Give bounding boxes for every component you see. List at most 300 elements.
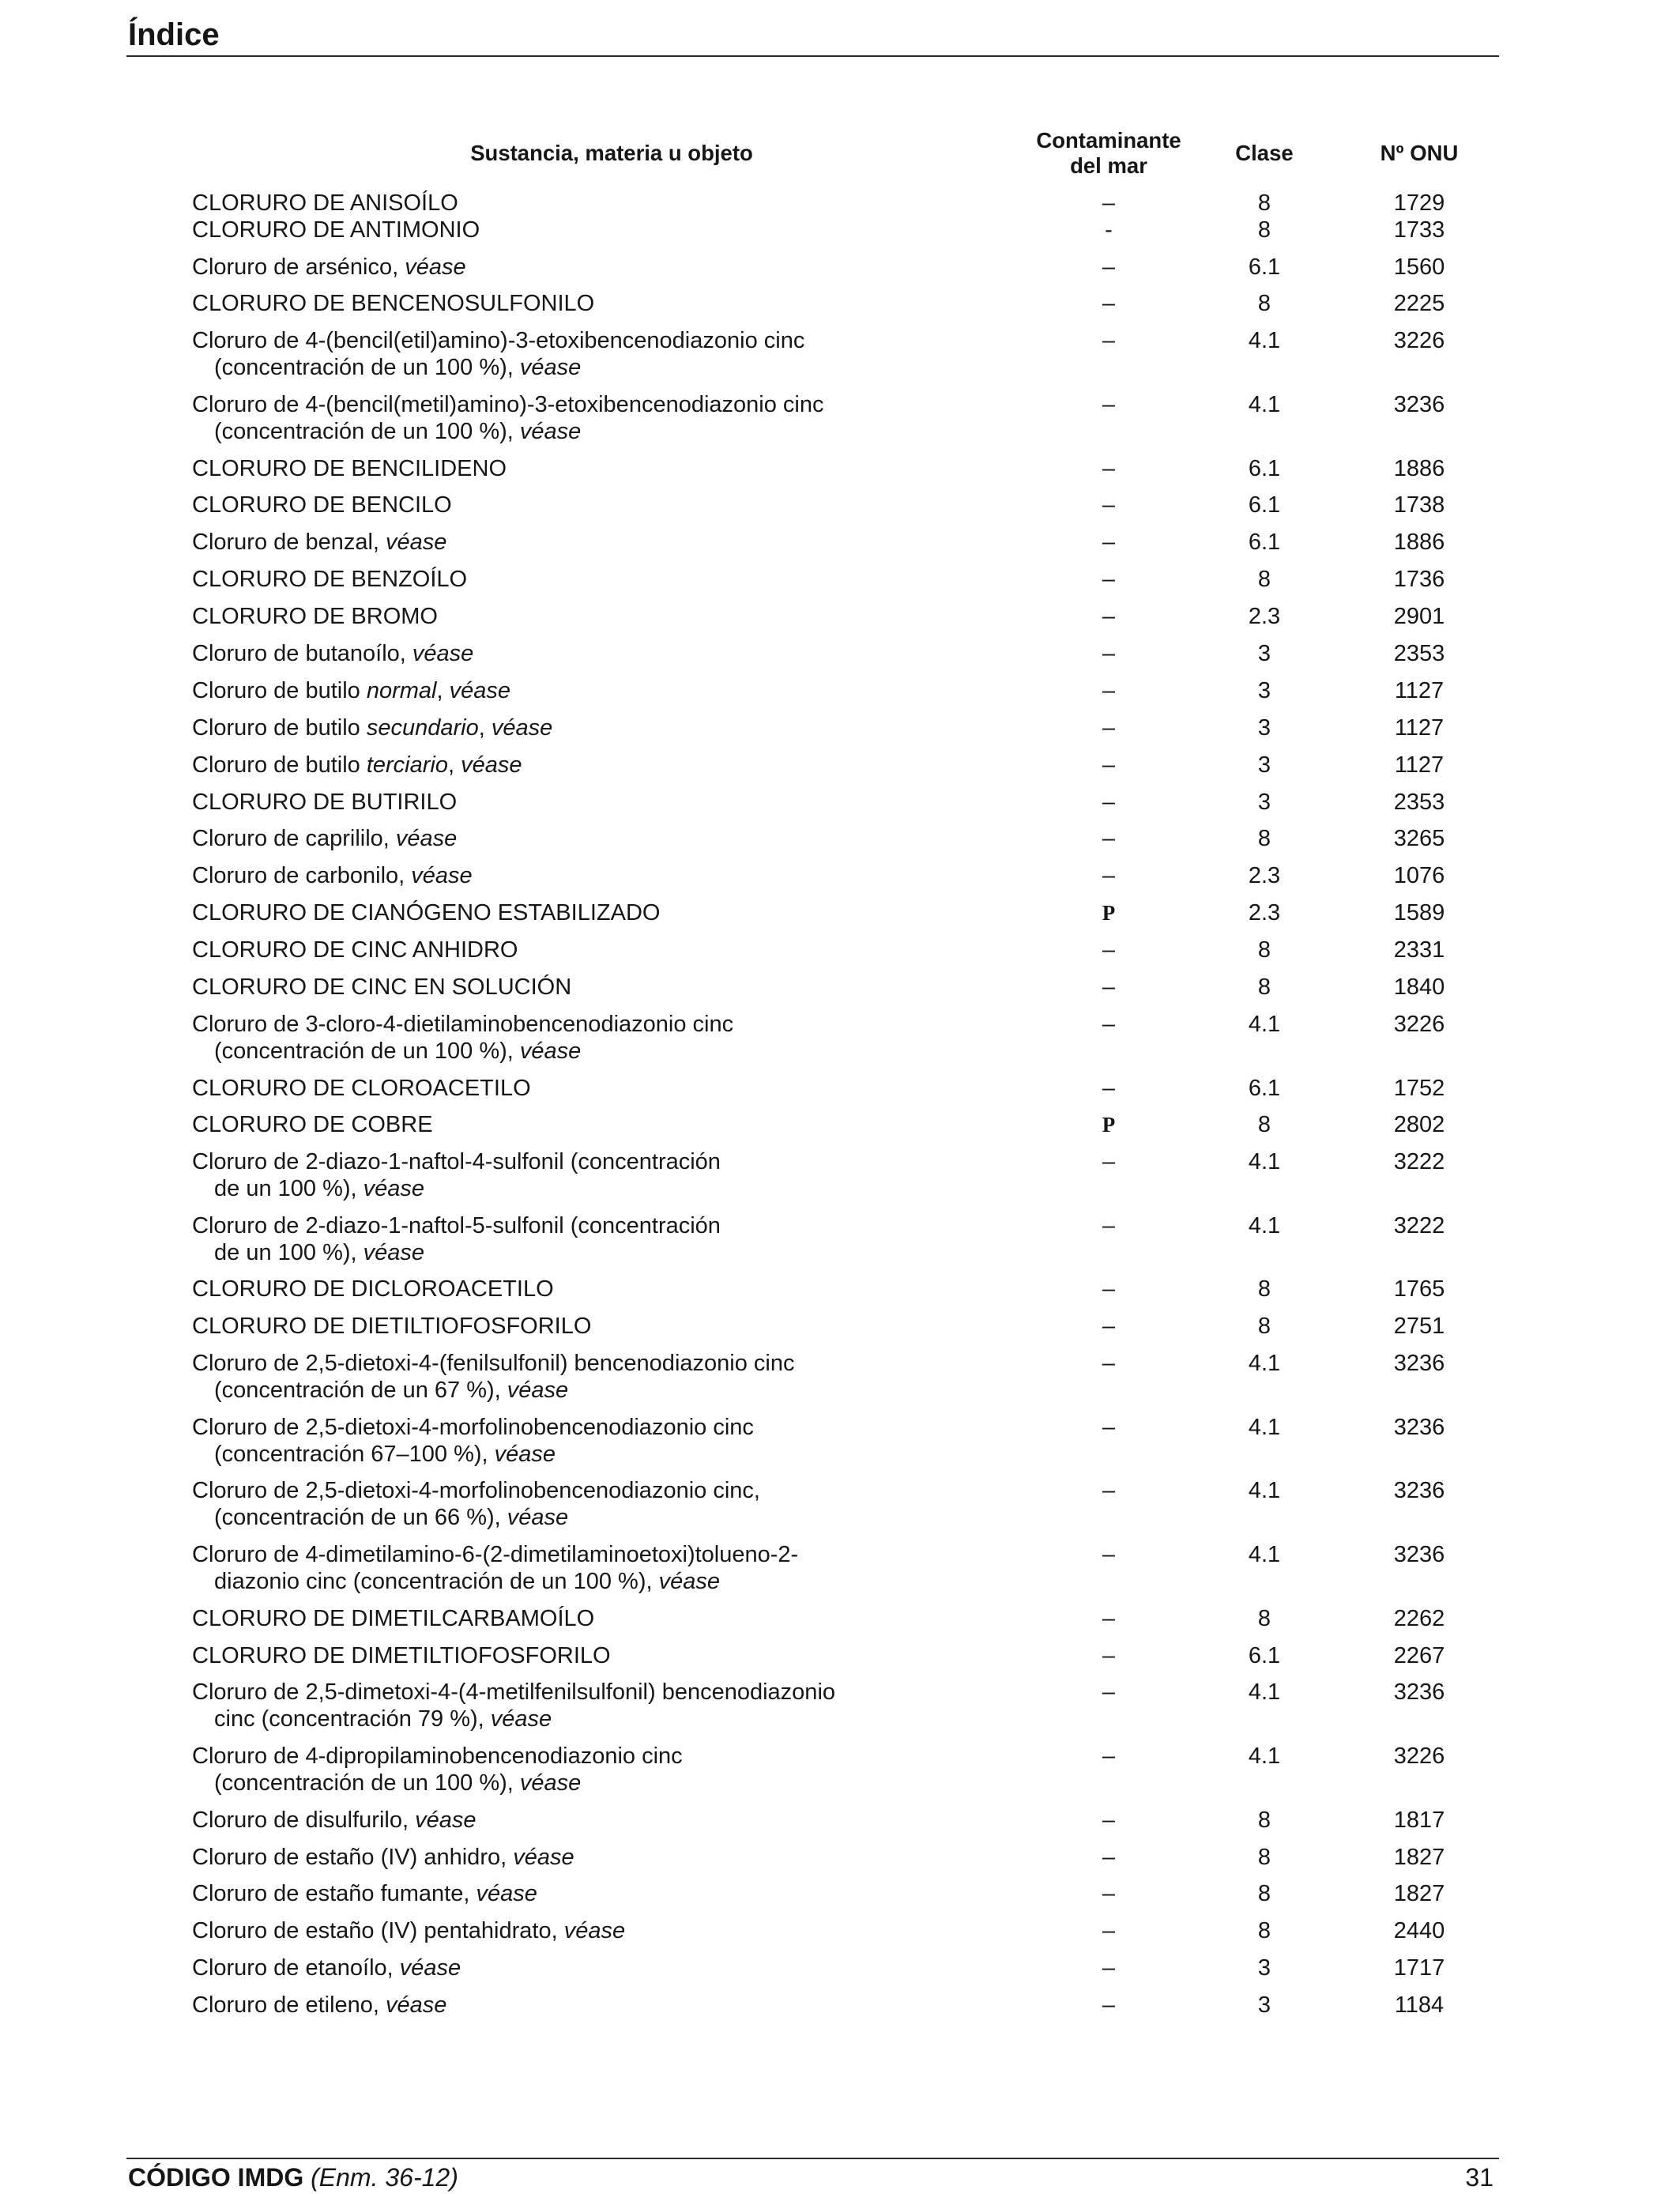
un-number-cell: 2751 <box>1393 1314 1445 1340</box>
substance-line <box>192 254 1031 281</box>
class-cell: 4.1 <box>1248 1414 1281 1440</box>
marine-pollutant-cell: – <box>1102 1642 1116 1668</box>
substance-text: , <box>436 677 450 703</box>
substance-line <box>192 1415 1031 1442</box>
substance-line <box>192 604 1031 631</box>
marine-pollutant-cell: – <box>1102 492 1116 518</box>
substance-text: Cloruro de etileno, <box>192 1992 386 2019</box>
un-number-cell: 1827 <box>1393 1881 1445 1907</box>
class-cell: 8 <box>1257 567 1271 593</box>
table-row <box>192 641 1496 668</box>
class-cell: 8 <box>1257 1881 1271 1907</box>
table-row <box>192 456 1496 483</box>
marine-pollutant-cell: – <box>1102 937 1116 963</box>
substance-text: (concentración de un 100 %), <box>214 1770 520 1796</box>
substance-line <box>192 1881 1031 1908</box>
substance-cell <box>192 254 1031 281</box>
un-number-cell: 3265 <box>1393 826 1445 852</box>
un-number-cell: 1127 <box>1394 752 1445 778</box>
un-number-cell: 2262 <box>1393 1605 1445 1631</box>
substance-text: Cloruro de butilo <box>192 714 367 741</box>
substance-cell <box>192 1992 1031 2019</box>
marine-pollutant-cell: – <box>1102 328 1116 354</box>
class-cell: 6.1 <box>1248 254 1281 280</box>
marine-pollutant-cell: – <box>1102 567 1116 593</box>
substance-text: CLORURO DE DIETILTIOFOSFORILO <box>192 1314 592 1340</box>
substance-text: CLORURO DE BROMO <box>192 604 438 630</box>
substance-line <box>192 1213 1031 1240</box>
substance-cell <box>192 1415 1031 1468</box>
substance-text: Cloruro de 4-(bencil(etil)amino)-3-etoxibencenodiazonio cinc <box>192 328 805 354</box>
class-cell: 8 <box>1257 1807 1271 1833</box>
marine-pollutant-cell: – <box>1102 291 1116 317</box>
italic-text: véase <box>399 1955 461 1981</box>
marine-pollutant-cell: – <box>1102 1844 1116 1870</box>
substance-text: (concentración de un 66 %), <box>214 1505 507 1531</box>
substance-text: Cloruro de caprililo, <box>192 826 396 852</box>
table-row <box>192 826 1496 853</box>
table-row <box>192 1744 1496 1796</box>
class-cell: 4.1 <box>1248 1542 1281 1568</box>
un-number-cell: 1736 <box>1393 567 1445 593</box>
italic-text: véase <box>507 1505 569 1531</box>
substance-cell <box>192 641 1031 668</box>
table-row <box>192 254 1496 281</box>
marine-pollutant-cell: – <box>1102 190 1116 216</box>
substance-line <box>192 1240 1031 1267</box>
substance-text: CLORURO DE ANTIMONIO <box>192 217 480 243</box>
header-rule <box>126 55 1499 57</box>
substance-text: Cloruro de 2,5-dietoxi-4-morfolinobencenodiazonio cinc, <box>192 1478 760 1504</box>
footer-amendment: (Enm. 36-12) <box>311 2163 458 2192</box>
footer-rule <box>126 2158 1499 2159</box>
un-number-cell: 3222 <box>1393 1212 1445 1238</box>
marine-pollutant-cell: – <box>1102 604 1116 630</box>
substance-line <box>192 1314 1031 1340</box>
italic-text: véase <box>491 714 553 741</box>
substance-text: CLORURO DE DICLOROACETILO <box>192 1276 554 1302</box>
substance-text: , <box>478 714 492 741</box>
class-cell: 6.1 <box>1248 530 1281 556</box>
italic-text: véase <box>519 1770 582 1796</box>
substance-cell <box>192 678 1031 705</box>
marine-pollutant-cell: – <box>1102 1881 1116 1907</box>
un-number-cell: 1817 <box>1393 1807 1445 1833</box>
substance-text: Cloruro de 2,5-dietoxi-4-morfolinobencenodiazonio cinc <box>192 1414 754 1440</box>
substance-text: (concentración de un 67 %), <box>214 1377 507 1403</box>
marine-pollutant-cell: – <box>1102 1314 1116 1340</box>
substance-cell <box>192 752 1031 779</box>
substance-cell <box>192 826 1031 853</box>
substance-text: Cloruro de estaño (IV) anhidro, <box>192 1844 514 1870</box>
substance-line <box>192 900 1031 927</box>
marine-pollutant-cell: – <box>1102 1212 1116 1238</box>
substance-cell <box>192 1012 1031 1065</box>
table-row <box>192 1845 1496 1872</box>
substance-cell <box>192 291 1031 318</box>
un-number-cell: 1560 <box>1393 254 1445 280</box>
italic-text: véase <box>395 826 458 852</box>
substance-text: Cloruro de benzal, <box>192 530 386 556</box>
class-cell: 8 <box>1257 1844 1271 1870</box>
un-number-cell: 3236 <box>1393 1414 1445 1440</box>
italic-text: terciario <box>366 752 448 778</box>
un-number-cell: 3222 <box>1393 1149 1445 1175</box>
class-cell: 8 <box>1257 1314 1271 1340</box>
substance-cell <box>192 1213 1031 1266</box>
substance-line <box>192 1770 1031 1797</box>
substance-line <box>192 1378 1031 1404</box>
index-table <box>192 128 1496 2019</box>
italic-text: véase <box>476 1881 537 1907</box>
un-number-cell: 1717 <box>1393 1955 1445 1981</box>
italic-text: véase <box>519 355 582 381</box>
substance-cell <box>192 1112 1031 1139</box>
marine-pollutant-cell: – <box>1102 254 1116 280</box>
substance-text: Cloruro de butilo <box>192 752 367 778</box>
substance-line <box>192 1012 1031 1039</box>
substance-cell <box>192 1542 1031 1595</box>
marine-pollutant-cell: – <box>1102 530 1116 556</box>
class-cell: 8 <box>1257 826 1271 852</box>
table-row <box>192 1314 1496 1340</box>
un-number-cell: 2267 <box>1393 1642 1445 1668</box>
table-row <box>192 863 1496 890</box>
class-cell: 4.1 <box>1248 391 1281 417</box>
class-cell: 2.3 <box>1248 604 1281 630</box>
substance-cell <box>192 1351 1031 1404</box>
marine-pollutant-cell: – <box>1102 1011 1116 1037</box>
italic-text: véase <box>658 1568 721 1594</box>
substance-text: CLORURO DE BENCILO <box>192 492 452 518</box>
substance-text: diazonio cinc (concentración de un 100 %), <box>214 1568 659 1594</box>
table-row <box>192 1808 1496 1834</box>
substance-cell <box>192 863 1031 890</box>
italic-text: véase <box>363 1239 425 1265</box>
marine-pollutant-cell: – <box>1102 1679 1116 1706</box>
substance-cell <box>192 217 1031 244</box>
table-row <box>192 790 1496 816</box>
marine-pollutant-cell: – <box>1102 455 1116 481</box>
table-row <box>192 1351 1496 1404</box>
un-number-cell: 1738 <box>1393 492 1445 518</box>
un-number-cell: 2901 <box>1393 604 1445 630</box>
table-row <box>192 567 1496 594</box>
table-row <box>192 392 1496 445</box>
substance-line <box>192 678 1031 705</box>
marine-pollutant-cell: – <box>1102 974 1116 1001</box>
un-number-cell: 3226 <box>1393 1011 1445 1037</box>
marine-pollutant-cell: – <box>1102 1807 1116 1833</box>
class-cell: 4.1 <box>1248 1679 1281 1706</box>
column-header-class: Clase <box>1235 141 1294 165</box>
substance-cell <box>192 1881 1031 1908</box>
table-row <box>192 190 1496 217</box>
page-footer <box>128 2163 1494 2192</box>
un-number-cell: 1886 <box>1393 530 1445 556</box>
class-cell: 6.1 <box>1248 492 1281 518</box>
un-number-cell: 3236 <box>1393 1478 1445 1504</box>
un-number-cell: 1827 <box>1393 1844 1445 1870</box>
substance-line <box>192 190 1031 217</box>
substance-text: CLORURO DE CIANÓGENO ESTABILIZADO <box>192 900 661 926</box>
table-row <box>192 1881 1496 1908</box>
substance-line <box>192 1442 1031 1468</box>
substance-line <box>192 1744 1031 1770</box>
italic-text: normal <box>366 677 437 703</box>
substance-cell <box>192 604 1031 631</box>
italic-text: véase <box>494 1441 556 1467</box>
substance-cell <box>192 190 1031 217</box>
marine-pollutant-cell: – <box>1102 1955 1116 1981</box>
class-cell: 3 <box>1257 714 1271 741</box>
table-row <box>192 1679 1496 1732</box>
class-cell: 3 <box>1257 789 1271 815</box>
table-row <box>192 1918 1496 1945</box>
table-row <box>192 1992 1496 2019</box>
substance-text: (concentración de un 100 %), <box>214 1038 520 1064</box>
marine-pollutant-cell: – <box>1102 1351 1116 1377</box>
marine-pollutant-cell: – <box>1102 1918 1116 1944</box>
un-number-cell: 1752 <box>1393 1075 1445 1101</box>
italic-text: véase <box>386 530 447 556</box>
substance-text: Cloruro de 4-dipropilaminobencenodiazonio cinc <box>192 1744 683 1770</box>
un-number-cell: 1729 <box>1393 190 1445 216</box>
substance-text: CLORURO DE BENCENOSULFONILO <box>192 291 595 317</box>
italic-text: véase <box>412 641 474 667</box>
table-row <box>192 1478 1496 1531</box>
italic-text: véase <box>363 1176 425 1201</box>
un-number-cell: 1840 <box>1393 974 1445 1001</box>
substance-line <box>192 456 1031 483</box>
page-title: Índice <box>128 17 220 52</box>
column-header-un-number: Nº ONU <box>1380 141 1459 165</box>
substance-text: CLORURO DE CLOROACETILO <box>192 1075 531 1101</box>
substance-text: Cloruro de disulfurilo, <box>192 1807 416 1833</box>
class-cell: 6.1 <box>1248 1642 1281 1668</box>
un-number-cell: 1765 <box>1393 1276 1445 1302</box>
substance-cell <box>192 1679 1031 1732</box>
marine-pollutant-cell: – <box>1102 641 1116 667</box>
marine-pollutant-cell: – <box>1102 1478 1116 1504</box>
column-header-marine-pollutant-line: del mar <box>1070 153 1147 178</box>
substance-text: , <box>448 752 461 778</box>
substance-line <box>192 1955 1031 1982</box>
substance-cell <box>192 392 1031 445</box>
un-number-cell: 1886 <box>1393 455 1445 481</box>
italic-text: véase <box>490 1706 552 1732</box>
italic-text: véase <box>519 418 582 444</box>
marine-pollutant-cell: P <box>1102 901 1116 925</box>
un-number-cell: 1733 <box>1393 217 1445 243</box>
un-number-cell: 1184 <box>1394 1992 1445 2019</box>
italic-text: véase <box>519 1038 582 1064</box>
italic-text: véase <box>513 1844 574 1870</box>
substance-line <box>192 1276 1031 1303</box>
substance-text: CLORURO DE CINC ANHIDRO <box>192 937 518 963</box>
class-cell: 8 <box>1257 974 1271 1001</box>
class-cell: 4.1 <box>1248 1351 1281 1377</box>
substance-text: Cloruro de 2,5-dietoxi-4-(fenilsulfonil) bencenodiazonio cinc <box>192 1351 795 1377</box>
un-number-cell: 2331 <box>1393 937 1445 963</box>
substance-text: Cloruro de 4-(bencil(metil)amino)-3-etoxibencenodiazonio cinc <box>192 391 824 417</box>
table-row <box>192 752 1496 779</box>
un-number-cell: 3236 <box>1393 391 1445 417</box>
class-cell: 2.3 <box>1248 900 1281 926</box>
substance-text: Cloruro de etanoílo, <box>192 1955 400 1981</box>
substance-cell <box>192 1314 1031 1340</box>
table-row <box>192 1112 1496 1139</box>
substance-text: Cloruro de estaño (IV) pentahidrato, <box>192 1918 564 1944</box>
substance-cell <box>192 1744 1031 1796</box>
marine-pollutant-cell: P <box>1102 1113 1116 1137</box>
table-row <box>192 1276 1496 1303</box>
class-cell: 3 <box>1257 677 1271 703</box>
un-number-cell: 1127 <box>1394 714 1445 741</box>
substance-line <box>192 419 1031 446</box>
italic-text: véase <box>449 677 511 703</box>
column-header-substance: Sustancia, materia u objeto <box>470 141 753 165</box>
substance-line <box>192 355 1031 382</box>
footer-publication: CÓDIGO IMDG <box>128 2163 304 2192</box>
class-cell: 4.1 <box>1248 1744 1281 1770</box>
substance-cell <box>192 937 1031 964</box>
column-header-marine-pollutant-line: Contaminante <box>1036 128 1181 153</box>
class-cell: 8 <box>1257 291 1271 317</box>
substance-text: CLORURO DE BUTIRILO <box>192 789 458 815</box>
table-row <box>192 1076 1496 1103</box>
table-row <box>192 1643 1496 1670</box>
substance-text: CLORURO DE CINC EN SOLUCIÓN <box>192 974 572 1001</box>
substance-cell <box>192 790 1031 816</box>
class-cell: 6.1 <box>1248 1075 1281 1101</box>
substance-text: CLORURO DE BENZOÍLO <box>192 567 468 593</box>
substance-cell <box>192 456 1031 483</box>
marine-pollutant-cell: – <box>1102 1149 1116 1175</box>
substance-cell <box>192 1808 1031 1834</box>
table-row <box>192 217 1496 244</box>
substance-line <box>192 863 1031 890</box>
marine-pollutant-cell: – <box>1102 863 1116 889</box>
class-cell: 3 <box>1257 1992 1271 2019</box>
substance-line <box>192 1039 1031 1065</box>
substance-line <box>192 328 1031 355</box>
un-number-cell: 1127 <box>1394 677 1445 703</box>
un-number-cell: 2353 <box>1393 789 1445 815</box>
substance-line <box>192 1992 1031 2019</box>
marine-pollutant-cell: – <box>1102 752 1116 778</box>
table-body <box>192 190 1496 2019</box>
substance-line <box>192 1505 1031 1532</box>
table-row <box>192 530 1496 556</box>
substance-cell <box>192 900 1031 927</box>
class-cell: 3 <box>1257 752 1271 778</box>
marine-pollutant-cell: – <box>1102 826 1116 852</box>
class-cell: 3 <box>1257 1955 1271 1981</box>
table-row <box>192 1149 1496 1202</box>
substance-cell <box>192 1606 1031 1633</box>
class-cell: 4.1 <box>1248 1478 1281 1504</box>
substance-text: (concentración de un 100 %), <box>214 418 520 444</box>
class-cell: 8 <box>1257 1112 1271 1138</box>
italic-text: véase <box>507 1377 569 1403</box>
substance-line <box>192 567 1031 594</box>
substance-cell <box>192 1478 1031 1531</box>
table-row <box>192 604 1496 631</box>
substance-text: Cloruro de carbonilo, <box>192 863 412 889</box>
substance-text: de un 100 %), <box>214 1176 363 1201</box>
substance-text: Cloruro de 3-cloro-4-dietilaminobencenodiazonio cinc <box>192 1011 734 1037</box>
substance-text: CLORURO DE COBRE <box>192 1112 433 1138</box>
substance-line <box>192 1478 1031 1505</box>
un-number-cell: 1076 <box>1393 863 1445 889</box>
class-cell: 6.1 <box>1248 455 1281 481</box>
table-row <box>192 291 1496 318</box>
substance-line <box>192 1112 1031 1139</box>
substance-line <box>192 1643 1031 1670</box>
substance-line <box>192 530 1031 556</box>
substance-line <box>192 790 1031 816</box>
substance-text: cinc (concentración 79 %), <box>214 1706 491 1732</box>
class-cell: 8 <box>1257 1276 1271 1302</box>
marine-pollutant-cell: – <box>1102 1414 1116 1440</box>
substance-text: Cloruro de arsénico, <box>192 254 405 280</box>
table-row <box>192 328 1496 381</box>
substance-line <box>192 715 1031 742</box>
substance-line <box>192 1542 1031 1569</box>
substance-line <box>192 752 1031 779</box>
class-cell: 8 <box>1257 217 1271 243</box>
substance-line <box>192 217 1031 244</box>
substance-text: CLORURO DE DIMETILCARBAMOÍLO <box>192 1605 595 1631</box>
class-cell: 4.1 <box>1248 1149 1281 1175</box>
un-number-cell: 2802 <box>1393 1112 1445 1138</box>
substance-line <box>192 1606 1031 1633</box>
substance-text: Cloruro de butilo <box>192 677 367 703</box>
italic-text: véase <box>563 1918 626 1944</box>
substance-line <box>192 291 1031 318</box>
class-cell: 8 <box>1257 1605 1271 1631</box>
un-number-cell: 3226 <box>1393 328 1445 354</box>
substance-text: de un 100 %), <box>214 1239 363 1265</box>
substance-line <box>192 1918 1031 1945</box>
class-cell: 8 <box>1257 190 1271 216</box>
substance-cell <box>192 1149 1031 1202</box>
substance-line <box>192 392 1031 419</box>
substance-line <box>192 1679 1031 1706</box>
substance-line <box>192 937 1031 964</box>
marine-pollutant-cell: – <box>1102 1744 1116 1770</box>
table-row <box>192 678 1496 705</box>
class-cell: 8 <box>1257 937 1271 963</box>
table-row <box>192 974 1496 1001</box>
marine-pollutant-cell: – <box>1102 714 1116 741</box>
class-cell: 8 <box>1257 1918 1271 1944</box>
marine-pollutant-cell: – <box>1102 1542 1116 1568</box>
substance-line <box>192 826 1031 853</box>
table-row <box>192 715 1496 742</box>
page-number: 31 <box>1465 2163 1494 2192</box>
table-row <box>192 937 1496 964</box>
marine-pollutant-cell: – <box>1102 1992 1116 2019</box>
substance-cell <box>192 567 1031 594</box>
italic-text: véase <box>461 752 522 778</box>
table-header <box>192 128 1496 179</box>
marine-pollutant-cell: – <box>1102 1276 1116 1302</box>
table-row <box>192 1955 1496 1982</box>
class-cell: 2.3 <box>1248 863 1281 889</box>
substance-cell <box>192 1276 1031 1303</box>
